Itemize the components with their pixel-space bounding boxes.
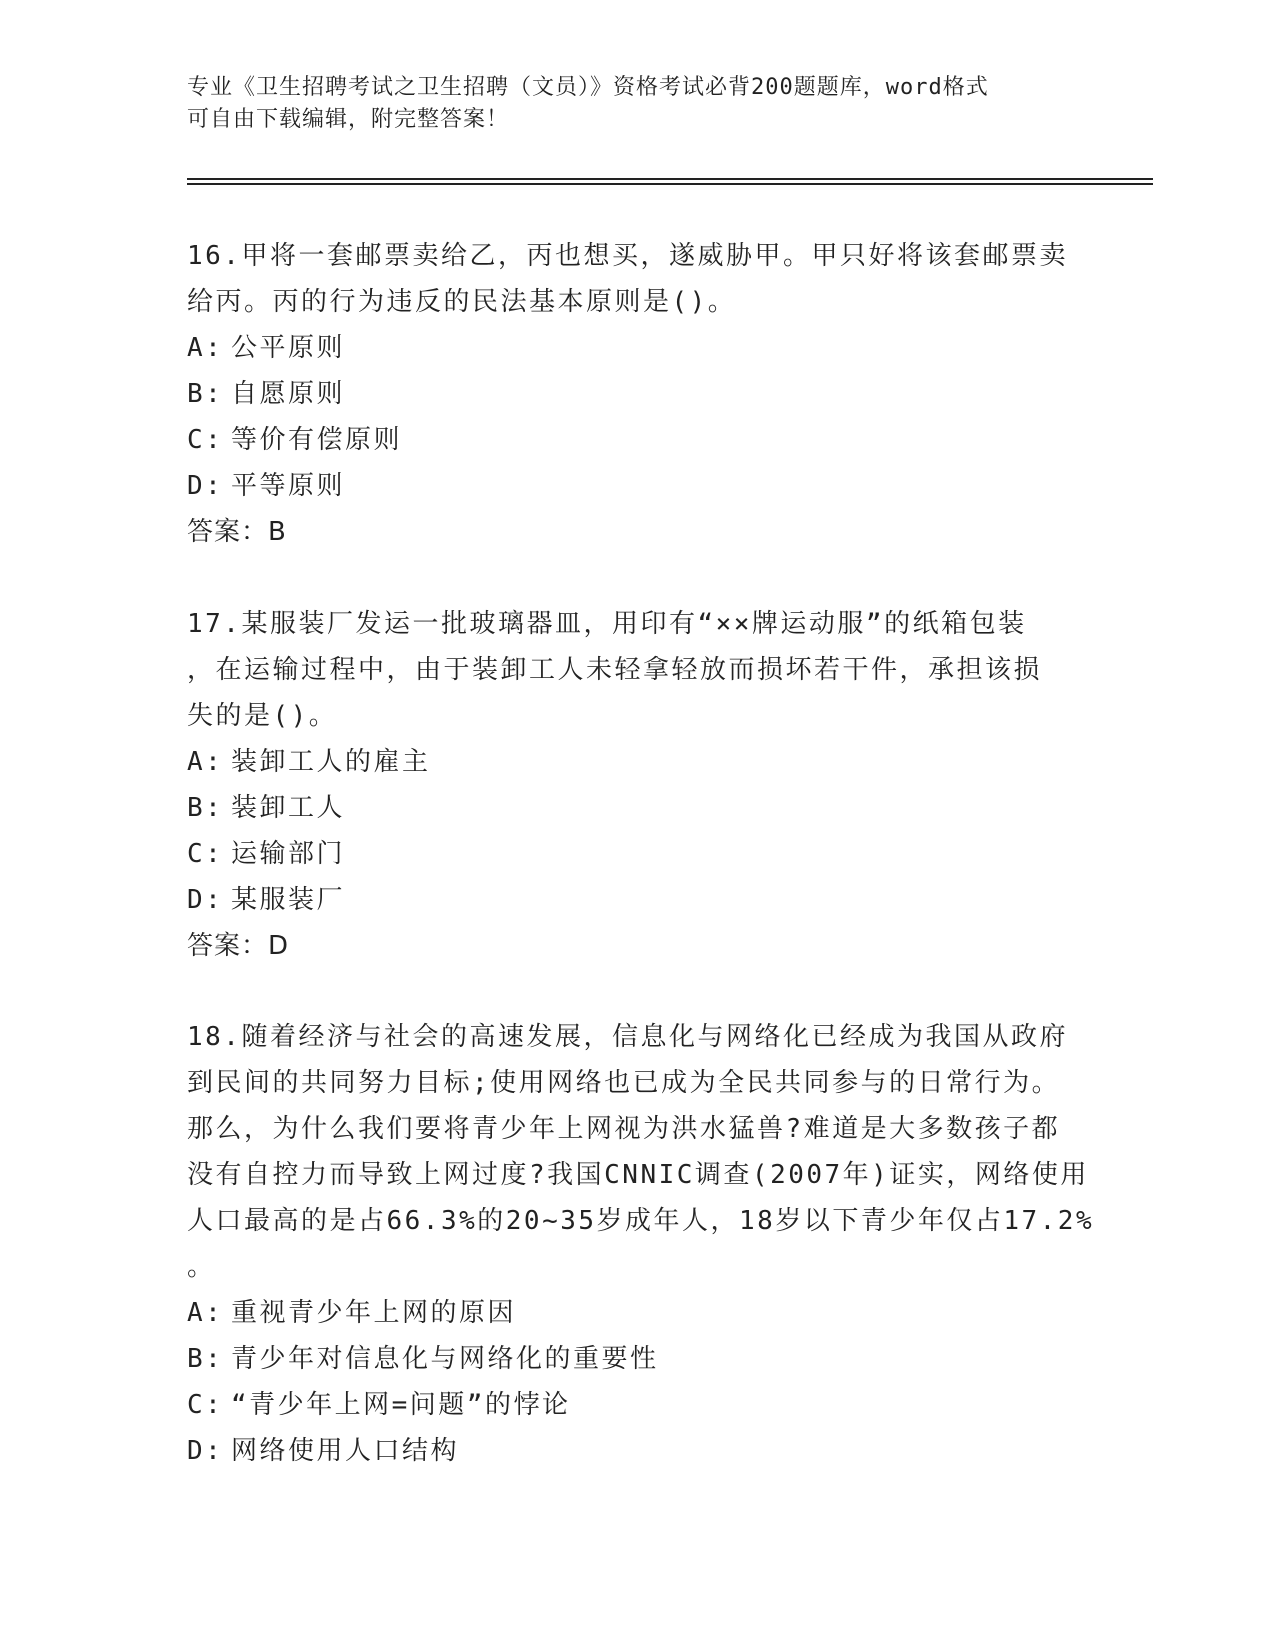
option-text: 青少年对信息化与网络化的重要性 xyxy=(231,1344,659,1374)
question-17-stem-line-2: ，在运输过程中，由于装卸工人未轻拿轻放而损坏若干件，承担该损 xyxy=(187,655,1043,685)
option-letter: B: xyxy=(187,379,224,409)
header-divider-top xyxy=(187,178,1153,180)
question-16-option-a xyxy=(187,325,1087,371)
option-letter: D: xyxy=(187,1436,224,1466)
question-16-option-c xyxy=(187,417,1087,463)
question-17-option-d xyxy=(187,877,1087,923)
option-letter: D: xyxy=(187,471,224,501)
question-16-stem-line-2: 给丙。丙的行为违反的民法基本原则是()。 xyxy=(187,287,737,317)
document-header xyxy=(187,72,1067,136)
question-17-stem-line-3: 失的是()。 xyxy=(187,701,338,731)
option-letter: C: xyxy=(187,1390,224,1420)
option-letter: C: xyxy=(187,425,224,455)
option-text: 等价有偿原则 xyxy=(231,425,403,455)
option-text: 装卸工人 xyxy=(231,793,346,823)
option-letter: A: xyxy=(187,1298,224,1328)
question-18-stem-line-3: 那么，为什么我们要将青少年上网视为洪水猛兽?难道是大多数孩子都 xyxy=(187,1114,1061,1144)
option-text: 公平原则 xyxy=(231,333,346,363)
option-letter: A: xyxy=(187,747,224,777)
question-18 xyxy=(187,1014,1095,1474)
option-text: 某服装厂 xyxy=(231,885,346,915)
option-text: “青少年上网=问题”的悖论 xyxy=(231,1390,571,1420)
question-18-stem-line-1: 18.随着经济与社会的高速发展，信息化与网络化已经成为我国从政府 xyxy=(187,1022,1068,1052)
question-18-option-c xyxy=(187,1382,1087,1428)
question-18-stem-line-4: 没有自控力而导致上网过度?我国CNNIC调查(2007年)证实，网络使用 xyxy=(187,1160,1089,1190)
option-letter: B: xyxy=(187,1344,224,1374)
question-17-option-c xyxy=(187,831,1087,877)
question-18-stem-line-6: 。 xyxy=(187,1252,216,1282)
option-text: 重视青少年上网的原因 xyxy=(231,1298,517,1328)
option-text: 网络使用人口结构 xyxy=(231,1436,460,1466)
header-line-2: 可自由下载编辑，附完整答案！ xyxy=(187,107,510,132)
header-line-1: 专业《卫生招聘考试之卫生招聘（文员）》资格考试必背200题题库，word格式 xyxy=(187,75,989,100)
question-18-option-b xyxy=(187,1336,1087,1382)
question-16-option-d xyxy=(187,463,1087,509)
option-text: 装卸工人的雇主 xyxy=(231,747,431,777)
question-17-answer: 答案：D xyxy=(187,931,290,961)
option-letter: A: xyxy=(187,333,224,363)
question-16-answer: 答案：B xyxy=(187,517,287,547)
question-18-stem-line-5: 人口最高的是占66.3%的20~35岁成年人，18岁以下青少年仅占17.2% xyxy=(187,1206,1095,1236)
option-text: 平等原则 xyxy=(231,471,346,501)
option-letter: D: xyxy=(187,885,224,915)
question-16-stem-line-1: 16.甲将一套邮票卖给乙，丙也想买，遂威胁甲。甲只好将该套邮票卖 xyxy=(187,241,1068,271)
option-text: 运输部门 xyxy=(231,839,346,869)
option-letter: C: xyxy=(187,839,224,869)
question-18-option-a xyxy=(187,1290,1087,1336)
question-18-option-d xyxy=(187,1428,1087,1474)
question-17-stem-line-1: 17.某服装厂发运一批玻璃器皿，用印有“××牌运动服”的纸箱包装 xyxy=(187,609,1027,639)
option-letter: B: xyxy=(187,793,224,823)
question-16-option-b xyxy=(187,371,1087,417)
option-text: 自愿原则 xyxy=(231,379,346,409)
question-17 xyxy=(187,601,1087,969)
question-17-option-a xyxy=(187,739,1087,785)
question-18-stem-line-2: 到民间的共同努力目标;使用网络也已成为全民共同参与的日常行为。 xyxy=(187,1068,1061,1098)
question-17-option-b xyxy=(187,785,1087,831)
question-16 xyxy=(187,233,1087,555)
header-divider-bottom xyxy=(187,183,1153,185)
